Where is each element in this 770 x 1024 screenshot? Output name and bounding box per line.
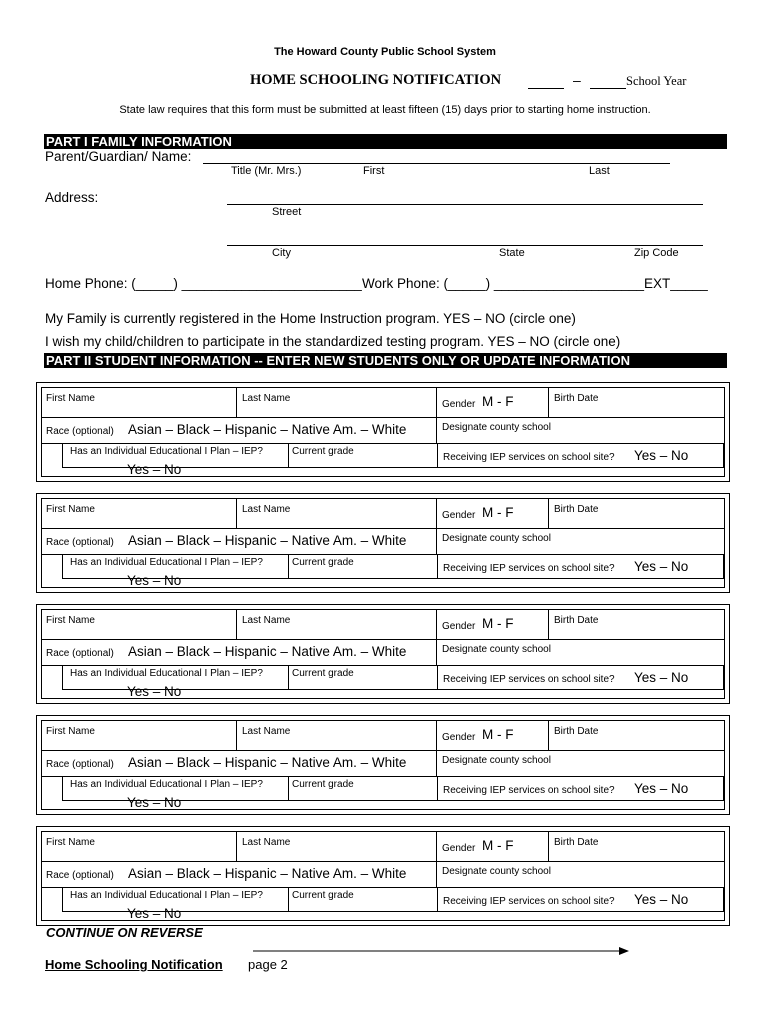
gender-options[interactable]: M - F	[482, 505, 514, 520]
race-options[interactable]: Asian – Black – Hispanic – Native Am. – White	[128, 755, 407, 770]
birth-date-field[interactable]: Birth Date	[554, 393, 599, 404]
home-phone-field[interactable]: Home Phone: (_____) ________________________	[45, 276, 362, 291]
iep-services-options[interactable]: Yes – No	[634, 559, 689, 574]
gender-label: Gender	[442, 843, 476, 854]
first-name-sublabel: First	[363, 165, 385, 177]
county-school-field[interactable]: Designate county school	[442, 755, 551, 766]
address-label: Address:	[45, 190, 99, 205]
student-last-name-field[interactable]: Last Name	[242, 393, 291, 404]
school-year-start-field[interactable]	[528, 88, 564, 89]
form-title: HOME SCHOOLING NOTIFICATION	[250, 72, 502, 88]
iep-options[interactable]: Yes – No	[127, 795, 182, 810]
part1-heading: PART I FAMILY INFORMATION	[44, 134, 727, 149]
iep-services-question: Receiving IEP services on school site?	[443, 785, 615, 796]
current-grade-field[interactable]: Current grade	[292, 779, 354, 790]
gender-options[interactable]: M - F	[482, 838, 514, 853]
parent-name-field[interactable]	[203, 163, 670, 164]
student-first-name-field[interactable]: First Name	[46, 837, 95, 848]
county-school-field[interactable]: Designate county school	[442, 644, 551, 655]
iep-question: Has an Individual Educational I Plan – IEP?	[70, 890, 263, 901]
current-grade-field[interactable]: Current grade	[292, 446, 354, 457]
organization-name: The Howard County Public School System	[274, 46, 496, 58]
last-name-sublabel: Last	[589, 165, 610, 177]
gender-label: Gender	[442, 510, 476, 521]
birth-date-field[interactable]: Birth Date	[554, 726, 599, 737]
gender-label: Gender	[442, 732, 476, 743]
iep-question: Has an Individual Educational I Plan – IEP?	[70, 668, 263, 679]
iep-question: Has an Individual Educational I Plan – IEP?	[70, 446, 263, 457]
iep-options[interactable]: Yes – No	[127, 462, 182, 477]
gender-label: Gender	[442, 399, 476, 410]
birth-date-field[interactable]: Birth Date	[554, 837, 599, 848]
county-school-field[interactable]: Designate county school	[442, 866, 551, 877]
birth-date-field[interactable]: Birth Date	[554, 504, 599, 515]
part2-heading: PART II STUDENT INFORMATION -- ENTER NEW STUDENTS ONLY OR UPDATE INFORMATION	[44, 353, 727, 368]
iep-services-question: Receiving IEP services on school site?	[443, 674, 615, 685]
student-block	[36, 382, 730, 482]
city-state-zip-field[interactable]	[227, 245, 703, 246]
race-label: Race (optional)	[46, 648, 114, 659]
parent-name-label: Parent/Guardian/ Name:	[45, 149, 192, 164]
city-sublabel: City	[272, 247, 291, 259]
student-block	[36, 715, 730, 815]
continue-on-reverse: CONTINUE ON REVERSE	[46, 925, 203, 940]
student-block	[36, 826, 730, 926]
student-first-name-field[interactable]: First Name	[46, 393, 95, 404]
gender-options[interactable]: M - F	[482, 727, 514, 742]
footer-form-name: Home Schooling Notification	[45, 957, 223, 972]
county-school-field[interactable]: Designate county school	[442, 533, 551, 544]
student-first-name-field[interactable]: First Name	[46, 615, 95, 626]
gender-label: Gender	[442, 621, 476, 632]
iep-services-question: Receiving IEP services on school site?	[443, 896, 615, 907]
race-label: Race (optional)	[46, 426, 114, 437]
student-last-name-field[interactable]: Last Name	[242, 615, 291, 626]
race-label: Race (optional)	[46, 537, 114, 548]
student-block	[36, 493, 730, 593]
school-year-dash: –	[573, 72, 581, 88]
school-year-end-field[interactable]	[590, 88, 626, 89]
submission-notice: State law requires that this form must be submitted at least fifteen (15) days prior to starting home instruction.	[119, 104, 651, 116]
street-sublabel: Street	[272, 206, 302, 218]
iep-services-question: Receiving IEP services on school site?	[443, 452, 615, 463]
iep-question: Has an Individual Educational I Plan – IEP?	[70, 779, 263, 790]
iep-options[interactable]: Yes – No	[127, 906, 182, 921]
iep-services-question: Receiving IEP services on school site?	[443, 563, 615, 574]
student-last-name-field[interactable]: Last Name	[242, 837, 291, 848]
zip-sublabel: Zip Code	[634, 247, 679, 259]
iep-services-options[interactable]: Yes – No	[634, 670, 689, 685]
testing-question[interactable]: I wish my child/children to participate in the standardized testing program. YES – NO (circle one)	[45, 334, 621, 349]
iep-question: Has an Individual Educational I Plan – IEP?	[70, 557, 263, 568]
birth-date-field[interactable]: Birth Date	[554, 615, 599, 626]
footer-page-number: page 2	[248, 957, 288, 972]
race-label: Race (optional)	[46, 870, 114, 881]
arrow-right-icon	[253, 944, 629, 958]
iep-services-options[interactable]: Yes – No	[634, 781, 689, 796]
iep-services-options[interactable]: Yes – No	[634, 448, 689, 463]
student-first-name-field[interactable]: First Name	[46, 726, 95, 737]
race-options[interactable]: Asian – Black – Hispanic – Native Am. – White	[128, 866, 407, 881]
iep-options[interactable]: Yes – No	[127, 684, 182, 699]
county-school-field[interactable]: Designate county school	[442, 422, 551, 433]
registered-question[interactable]: My Family is currently registered in the Home Instruction program. YES – NO (circle one)	[45, 311, 576, 326]
race-label: Race (optional)	[46, 759, 114, 770]
student-first-name-field[interactable]: First Name	[46, 504, 95, 515]
street-field[interactable]	[227, 204, 703, 205]
current-grade-field[interactable]: Current grade	[292, 668, 354, 679]
current-grade-field[interactable]: Current grade	[292, 890, 354, 901]
current-grade-field[interactable]: Current grade	[292, 557, 354, 568]
state-sublabel: State	[499, 247, 525, 259]
title-sublabel: Title (Mr. Mrs.)	[231, 165, 302, 177]
student-block	[36, 604, 730, 704]
work-phone-field[interactable]: Work Phone: (_____) ____________________EXT_____	[362, 276, 708, 291]
student-last-name-field[interactable]: Last Name	[242, 504, 291, 515]
race-options[interactable]: Asian – Black – Hispanic – Native Am. – White	[128, 422, 407, 437]
iep-services-options[interactable]: Yes – No	[634, 892, 689, 907]
iep-options[interactable]: Yes – No	[127, 573, 182, 588]
school-year-label: School Year	[626, 74, 687, 88]
student-last-name-field[interactable]: Last Name	[242, 726, 291, 737]
race-options[interactable]: Asian – Black – Hispanic – Native Am. – White	[128, 533, 407, 548]
gender-options[interactable]: M - F	[482, 394, 514, 409]
gender-options[interactable]: M - F	[482, 616, 514, 631]
race-options[interactable]: Asian – Black – Hispanic – Native Am. – White	[128, 644, 407, 659]
